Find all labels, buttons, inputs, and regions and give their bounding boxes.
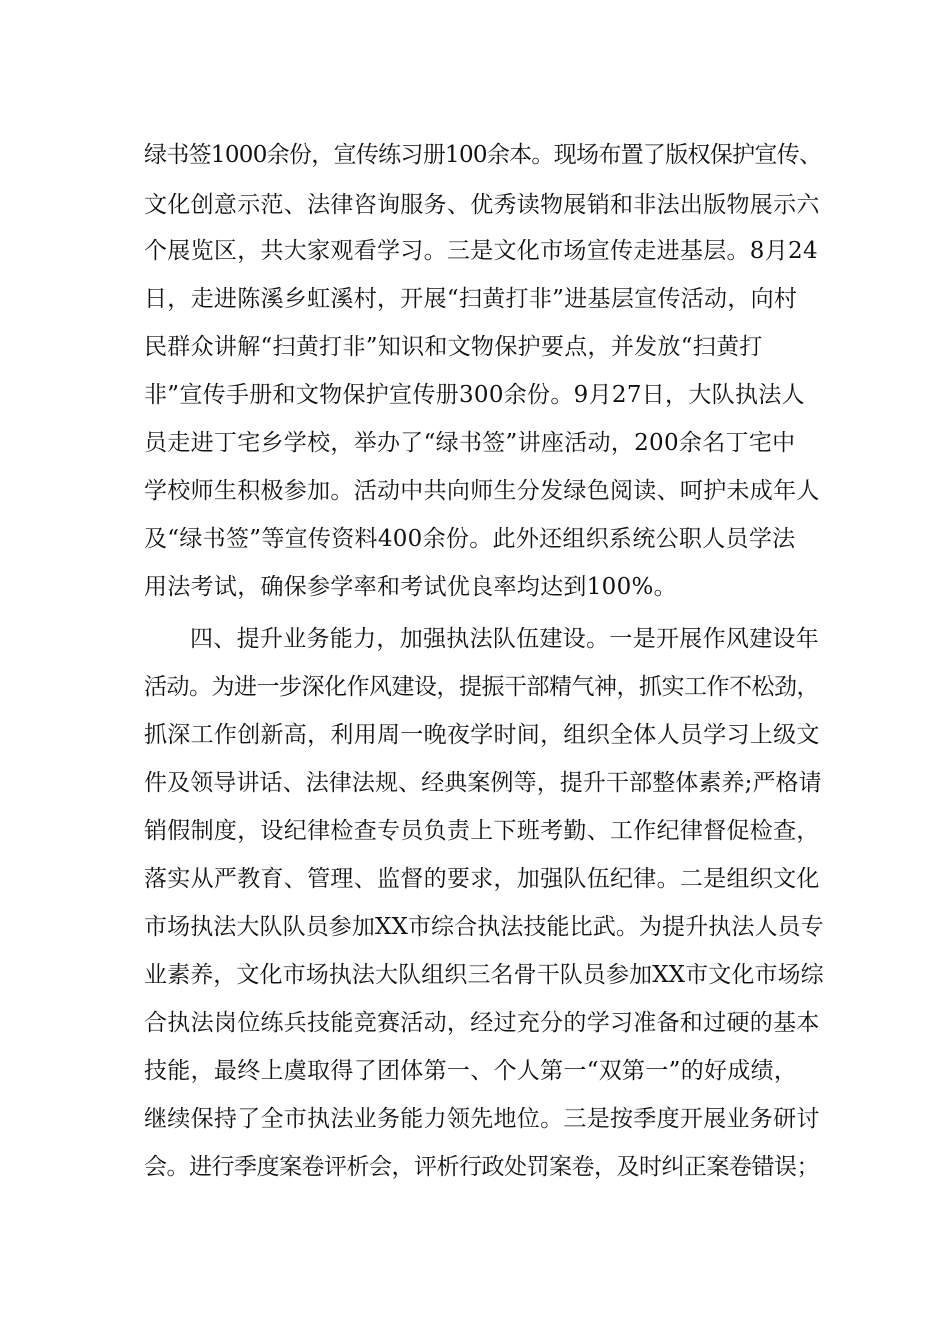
body-text-line: 民群众讲解“扫黄打非”知识和文物保护要点，并发放“扫黄打 (144, 334, 763, 360)
body-text-line: 市场执法大队队员参加XX市综合执法技能比武。为提升执法人员专 (144, 914, 824, 940)
body-text-line: 业素养，文化市场执法大队组织三名骨干队员参加XX市文化市场综 (144, 962, 824, 988)
body-text-line: 日，走进陈溪乡虹溪村，开展“扫黄打非”进基层宣传活动，向村 (144, 286, 798, 312)
paragraph-first-line: 四、提升业务能力，加强执法队伍建设。一是开展作风建设年 (190, 626, 820, 652)
body-text-line: 抓深工作创新高，利用周一晚夜学时间，组织全体人员学习上级文 (144, 722, 820, 748)
body-text-line: 件及领导讲话、法律法规、经典案例等，提升干部整体素养;严格请 (144, 770, 822, 796)
body-text-line: 文化创意示范、法律咨询服务、优秀读物展销和非法出版物展示六 (144, 192, 820, 218)
body-text-line: 非”宣传手册和文物保护宣传册300余份。9月27日，大队执法人 (144, 382, 805, 408)
body-text-line: 绿书签1000余份，宣传练习册100余本。现场布置了版权保护宣传、 (144, 142, 822, 168)
body-text-line: 落实从严教育、管理、监督的要求，加强队伍纪律。二是组织文化 (144, 866, 820, 892)
body-text-line: 活动。为进一步深化作风建设，提振干部精气神，抓实工作不松劲， (144, 674, 819, 700)
body-text-line: 会。进行季度案卷评析会，评析行政处罚案卷，及时纠正案卷错误； (144, 1154, 819, 1180)
body-text-line: 个展览区，共大家观看学习。三是文化市场宣传走进基层。8月24 (144, 238, 818, 264)
body-text-line: 合执法岗位练兵技能竞赛活动，经过充分的学习准备和过硬的基本 (144, 1010, 820, 1036)
body-text-line: 用法考试，确保参学率和考试优良率均达到100%。 (144, 574, 677, 600)
body-text-line: 技能，最终上虞取得了团体第一、个人第一“双第一”的好成绩， (144, 1058, 798, 1084)
body-text-line: 学校师生积极参加。活动中共向师生分发绿色阅读、呵护未成年人 (144, 478, 820, 504)
body-text-line: 继续保持了全市执法业务能力领先地位。三是按季度开展业务研讨 (144, 1106, 820, 1132)
body-text-line: 员走进丁宅乡学校，举办了“绿书签”讲座活动，200余名丁宅中 (144, 430, 796, 456)
body-text-line: 销假制度，设纪律检查专员负责上下班考勤、工作纪律督促检查， (144, 818, 820, 844)
body-text-line: 及“绿书签”等宣传资料400余份。此外还组织系统公职人员学法 (144, 526, 796, 552)
